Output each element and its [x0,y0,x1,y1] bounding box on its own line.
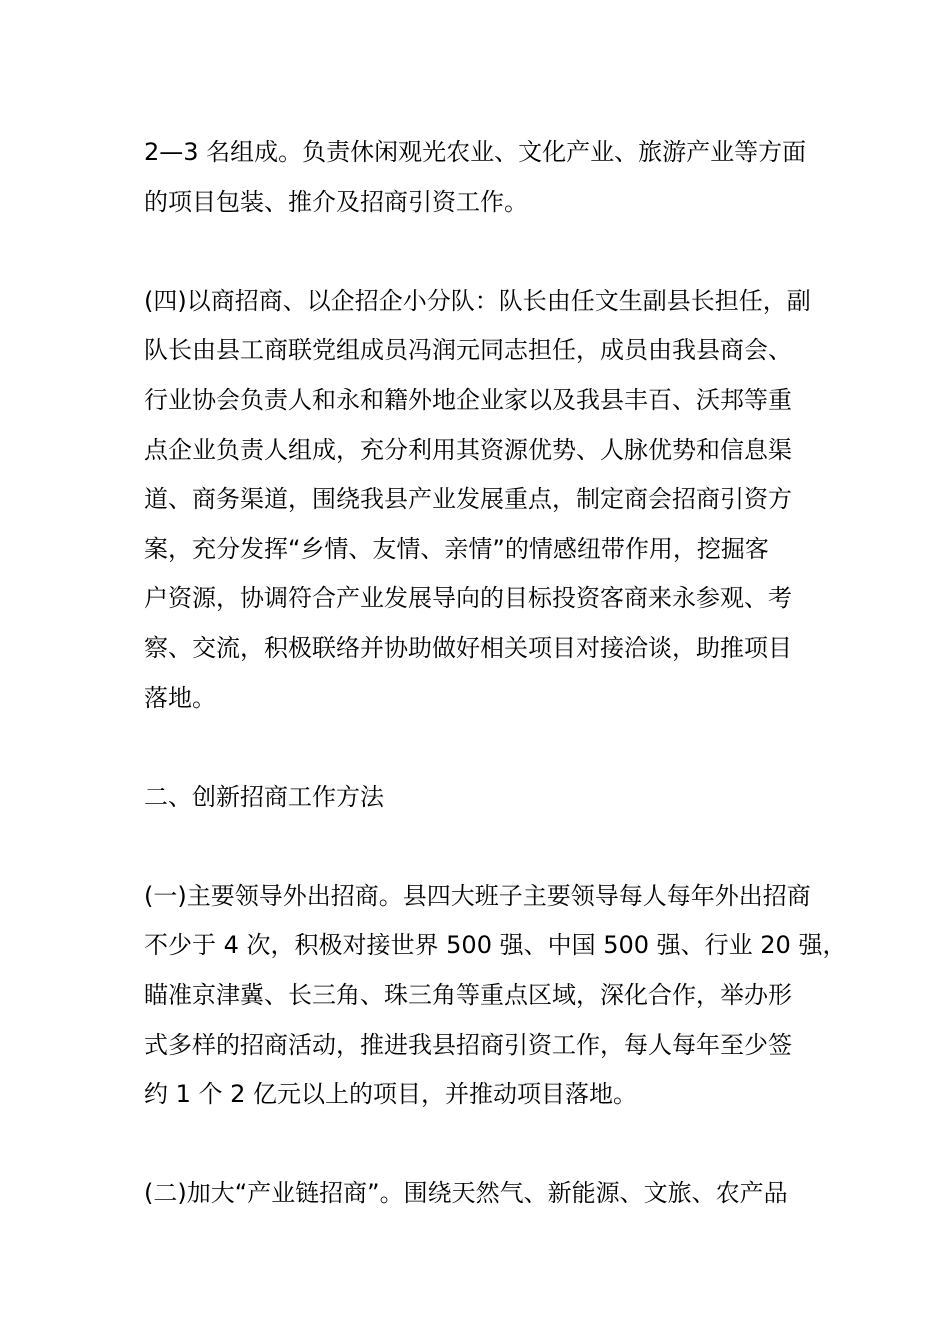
paragraph-4-line-1: (二)加大“产业链招商”。围绕天然气、新能源、文旅、农产品 [144,1179,788,1207]
paragraph-1-line-1: 2—3 名组成。负责休闲观光农业、文化产业、旅游产业等方面 [144,138,807,166]
paragraph-2-line-3: 行业协会负责人和永和籍外地企业家以及我县丰百、沃邦等重 [144,386,792,414]
paragraph-3-line-4: 式多样的招商活动，推进我县招商引资工作，每人每年至少签 [144,1031,792,1059]
paragraph-3-line-2: 不少于 4 次，积极对接世界 500 强、中国 500 强、行业 20 强， [144,931,847,959]
paragraph-2-line-8: 察、交流，积极联络并协助做好相关项目对接洽谈，助推项目 [144,634,792,662]
paragraph-1-line-2: 的项目包装、推介及招商引资工作。 [144,188,528,216]
paragraph-2-line-4: 点企业负责人组成，充分利用其资源优势、人脉优势和信息渠 [144,436,792,464]
paragraph-3-line-3: 瞄准京津冀、长三角、珠三角等重点区域，深化合作，举办形 [144,981,792,1009]
paragraph-2-line-1: (四)以商招商、以企招企小分队：队长由任文生副县长担任，副 [144,287,811,315]
paragraph-3-line-5: 约 1 个 2 亿元以上的项目，并推动项目落地。 [144,1080,638,1108]
section-heading: 二、创新招商工作方法 [144,783,384,811]
paragraph-2-line-5: 道、商务渠道，围绕我县产业发展重点，制定商会招商引资方 [144,485,792,513]
paragraph-2-line-6: 案，充分发挥“乡情、友情、亲情”的情感纽带作用，挖掘客 [144,535,769,563]
paragraph-3-line-1: (一)主要领导外出招商。县四大班子主要领导每人每年外出招商 [144,882,811,910]
paragraph-2-line-9: 落地。 [144,684,216,712]
paragraph-2-line-2: 队长由县工商联党组成员冯润元同志担任，成员由我县商会、 [144,336,792,364]
paragraph-2-line-7: 户资源，协调符合产业发展导向的目标投资客商来永参观、考 [144,584,792,612]
